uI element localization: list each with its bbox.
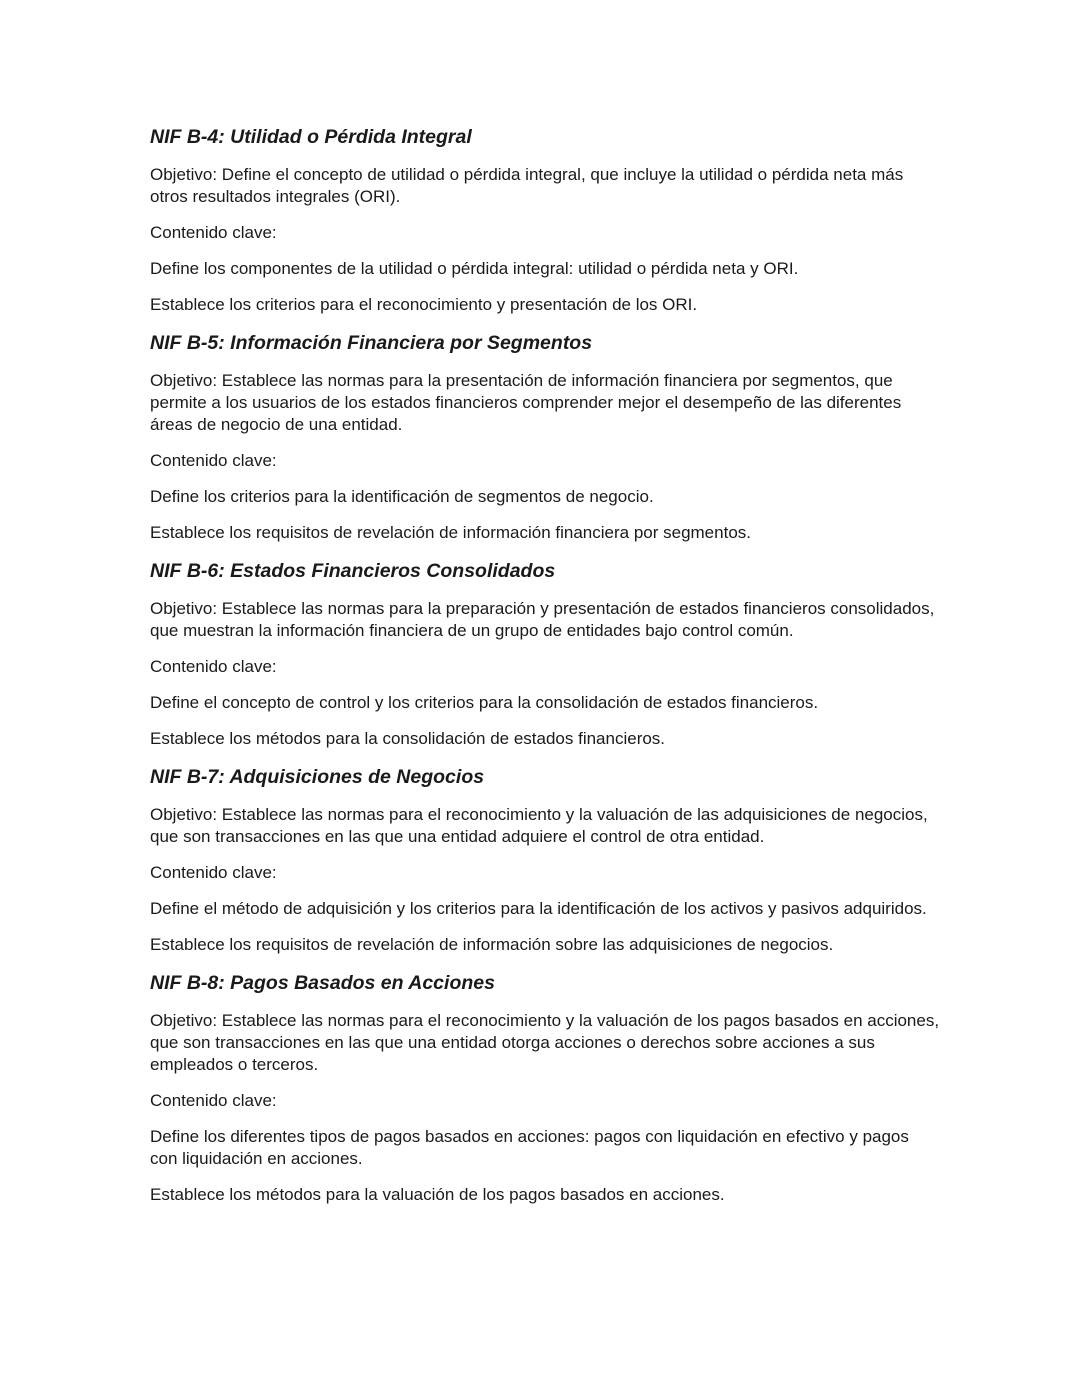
objective-text: Objetivo: Establece las normas para el reconocimiento y la valuación de las adquisiciones de negocios, que son transacciones en las que una entidad adquiere el control de otra entidad.	[150, 805, 928, 846]
key-point: Define el concepto de control y los criterios para la consolidación de estados financieros.	[150, 693, 819, 712]
key-point: Establece los métodos para la consolidación de estados financieros.	[150, 729, 666, 748]
key-point: Establece los criterios para el reconocimiento y presentación de los ORI.	[150, 295, 698, 314]
section-title: NIF B-6: Estados Financieros Consolidados	[150, 560, 556, 582]
section-title: NIF B-7: Adquisiciones de Negocios	[150, 766, 485, 788]
key-content-label: Contenido clave:	[150, 657, 277, 676]
section-title: NIF B-8: Pagos Basados en Acciones	[150, 972, 495, 994]
section-nif-b5	[150, 330, 940, 544]
key-content-label: Contenido clave:	[150, 451, 277, 470]
section-nif-b4	[150, 124, 940, 316]
key-content-label: Contenido clave:	[150, 863, 277, 882]
section-title: NIF B-4: Utilidad o Pérdida Integral	[150, 126, 472, 148]
section-nif-b6	[150, 558, 940, 750]
document-page	[150, 124, 940, 1220]
objective-text: Objetivo: Establece las normas para el reconocimiento y la valuación de los pagos basados en acciones, que son transacciones en las que una entidad otorga acciones o derechos sobre acciones a sus empleados o terceros.	[150, 1011, 940, 1074]
section-title: NIF B-5: Información Financiera por Segmentos	[150, 332, 593, 354]
key-point: Define los diferentes tipos de pagos basados en acciones: pagos con liquidación en efectivo y pagos con liquidación en acciones.	[150, 1127, 909, 1168]
key-point: Establece los requisitos de revelación de información sobre las adquisiciones de negocios.	[150, 935, 834, 954]
key-content-label: Contenido clave:	[150, 1091, 277, 1110]
key-content-label: Contenido clave:	[150, 223, 277, 242]
key-point: Define los criterios para la identificación de segmentos de negocio.	[150, 487, 654, 506]
key-point: Define los componentes de la utilidad o pérdida integral: utilidad o pérdida neta y ORI.	[150, 259, 799, 278]
objective-text: Objetivo: Establece las normas para la presentación de información financiera por segmentos, que permite a los usuarios de los estados financieros comprender mejor el desempeño de las diferentes áreas de negocio de una entidad.	[150, 371, 902, 434]
section-nif-b8	[150, 970, 940, 1206]
section-nif-b7	[150, 764, 940, 956]
key-point: Establece los requisitos de revelación de información financiera por segmentos.	[150, 523, 751, 542]
objective-text: Objetivo: Define el concepto de utilidad o pérdida integral, que incluye la utilidad o pérdida neta más otros resultados integrales (ORI).	[150, 165, 904, 206]
key-point: Establece los métodos para la valuación de los pagos basados en acciones.	[150, 1185, 725, 1204]
objective-text: Objetivo: Establece las normas para la preparación y presentación de estados financieros consolidados, que muestran la información financiera de un grupo de entidades bajo control común.	[150, 599, 935, 640]
key-point: Define el método de adquisición y los criterios para la identificación de los activos y pasivos adquiridos.	[150, 899, 927, 918]
